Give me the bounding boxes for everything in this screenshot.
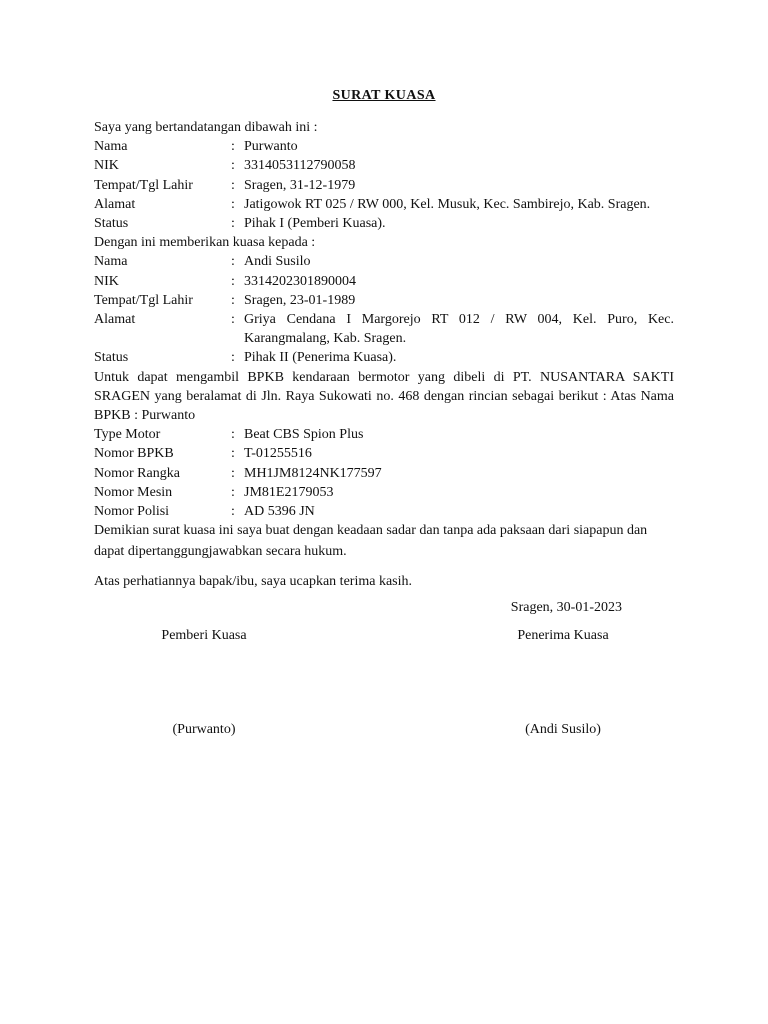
grantee-address-value: Griya Cendana I Margorejo RT 012 / RW 004, Kel. Puro, Kec. Karangmalang, Kab. Sragen. bbox=[244, 312, 674, 347]
field-colon: : bbox=[231, 216, 235, 232]
grantor-name-row bbox=[94, 137, 674, 156]
grantor-nik-row bbox=[94, 156, 674, 175]
grantor-section bbox=[94, 137, 674, 233]
vehicle-plate-row bbox=[94, 502, 674, 521]
field-colon: : bbox=[231, 350, 235, 366]
field-colon: : bbox=[231, 139, 235, 155]
grantor-address-value: Jatigowok RT 025 / RW 000, Kel. Musuk, Kec. Sambirejo, Kab. Sragen. bbox=[244, 196, 651, 212]
vehicle-type-row bbox=[94, 425, 674, 444]
field-colon: : bbox=[231, 196, 235, 212]
grantor-name-value: Purwanto bbox=[244, 139, 298, 155]
field-label: NIK bbox=[94, 273, 119, 289]
grantee-nik-value: 3314202301890004 bbox=[244, 273, 356, 289]
field-label: NIK bbox=[94, 158, 119, 174]
grantor-signature bbox=[104, 626, 304, 739]
vehicle-engine-row bbox=[94, 483, 674, 502]
grantor-role-label: Pemberi Kuasa bbox=[161, 628, 247, 644]
document-page bbox=[94, 86, 674, 766]
grantor-address-row bbox=[94, 195, 674, 214]
document-title: SURAT KUASA bbox=[332, 88, 436, 103]
field-label: Status bbox=[94, 350, 129, 366]
vehicle-frame-value: MH1JM8124NK177597 bbox=[244, 465, 382, 481]
field-colon: : bbox=[231, 177, 235, 193]
field-label: Tempat/Tgl Lahir bbox=[94, 292, 193, 308]
vehicle-type-value: Beat CBS Spion Plus bbox=[244, 427, 364, 443]
field-colon: : bbox=[231, 158, 235, 174]
field-colon: : bbox=[231, 292, 235, 308]
field-colon: : bbox=[231, 312, 235, 328]
place-date: Sragen, 30-01-2023 bbox=[510, 600, 622, 616]
field-colon: : bbox=[231, 427, 235, 443]
grantee-nik-row bbox=[94, 272, 674, 291]
field-label: Nomor Rangka bbox=[94, 465, 180, 481]
field-label: Alamat bbox=[94, 196, 136, 212]
field-label: Type Motor bbox=[94, 427, 161, 443]
field-label: Nomor Polisi bbox=[94, 504, 170, 520]
vehicle-engine-value: JM81E2179053 bbox=[244, 484, 334, 500]
field-label: Nama bbox=[94, 139, 128, 155]
field-colon: : bbox=[231, 273, 235, 289]
thanks-text: Atas perhatiannya bapak/ibu, saya ucapkan terima kasih. bbox=[94, 574, 412, 590]
grantee-status-row bbox=[94, 348, 674, 367]
vehicle-bpkb-value: T-01255516 bbox=[244, 446, 312, 462]
grantee-status-value: Pihak II (Penerima Kuasa). bbox=[244, 350, 397, 366]
grantee-name-row bbox=[94, 252, 674, 271]
grantee-birth-value: Sragen, 23-01-1989 bbox=[244, 292, 356, 308]
field-colon: : bbox=[231, 446, 235, 462]
grantor-status-row bbox=[94, 214, 674, 233]
field-label: Nama bbox=[94, 254, 128, 270]
purpose-paragraph: Untuk dapat mengambil BPKB kendaraan bermotor yang dibeli di PT. NUSANTARA SAKTI SRAGEN yang beralamat di Jln. Raya Sukowati no. 468 dengan rincian sebagai berikut : Atas Nama BPKB : Purwanto bbox=[94, 369, 674, 424]
vehicle-section bbox=[94, 425, 674, 521]
signature-space bbox=[463, 645, 663, 720]
field-colon: : bbox=[231, 465, 235, 481]
closing-paragraph: Demikian surat kuasa ini saya buat dengan keadaan sadar dan tanpa ada paksaan dari siapapun dan dapat dipertanggungjawabkan secara hukum. bbox=[94, 523, 648, 559]
grantee-address-row bbox=[94, 310, 674, 348]
vehicle-plate-value: AD 5396 JN bbox=[244, 504, 315, 520]
grantee-name-value: Andi Susilo bbox=[244, 254, 311, 270]
grantor-birth-value: Sragen, 31-12-1979 bbox=[244, 177, 356, 193]
grantor-nik-value: 3314053112790058 bbox=[244, 158, 356, 174]
spacer bbox=[94, 562, 674, 572]
grantor-birth-row bbox=[94, 176, 674, 195]
intro-text: Saya yang bertandatangan dibawah ini : bbox=[94, 120, 318, 135]
grantor-signer-name: (Purwanto) bbox=[172, 722, 236, 738]
grantee-birth-row bbox=[94, 291, 674, 310]
field-label: Nomor Mesin bbox=[94, 484, 173, 500]
grantee-section bbox=[94, 252, 674, 367]
vehicle-frame-row bbox=[94, 464, 674, 483]
grant-intro-text: Dengan ini memberikan kuasa kepada : bbox=[94, 235, 316, 251]
signature-space bbox=[104, 645, 304, 720]
field-label: Nomor BPKB bbox=[94, 446, 174, 462]
field-colon: : bbox=[231, 504, 235, 520]
field-label: Alamat bbox=[94, 312, 136, 328]
vehicle-bpkb-row bbox=[94, 444, 674, 463]
field-label: Tempat/Tgl Lahir bbox=[94, 177, 193, 193]
signature-block bbox=[94, 626, 674, 766]
grantee-role-label: Penerima Kuasa bbox=[517, 628, 609, 644]
grantee-signer-name: (Andi Susilo) bbox=[525, 722, 601, 738]
grantor-status-value: Pihak I (Pemberi Kuasa). bbox=[244, 216, 386, 232]
grantee-signature bbox=[463, 626, 663, 739]
field-label: Status bbox=[94, 216, 129, 232]
field-colon: : bbox=[231, 484, 235, 500]
field-colon: : bbox=[231, 254, 235, 270]
